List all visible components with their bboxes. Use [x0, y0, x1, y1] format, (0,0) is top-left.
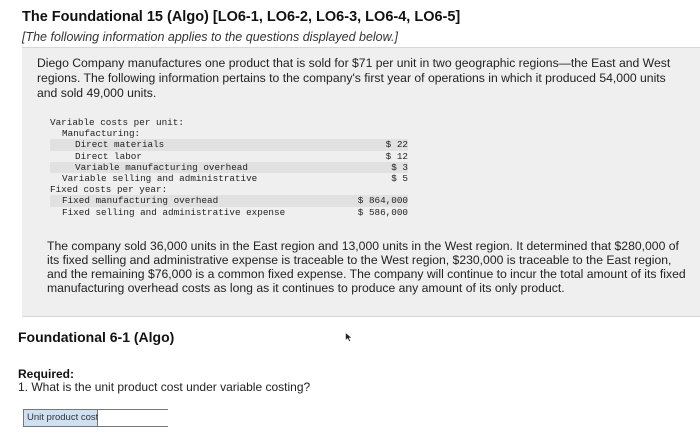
page-title: The Foundational 15 (Algo) [LO6-1, LO6-2, LO6-3, LO6-4, LO6-5] — [22, 9, 461, 25]
answer-label: Unit product cost — [24, 410, 98, 426]
cost-row-value: $ 864,000 — [357, 195, 408, 207]
cost-row — [50, 139, 408, 150]
cost-row-label: Direct materials — [75, 139, 165, 151]
summary-paragraph: The company sold 36,000 units in the East region and 13,000 units in the West region. It determined that $280,000 of its fixed selling and administrative expense is traceable to the West region, $230,000 is traceable to the East region, and the remaining $76,000 is a common fixed expense. The company will continue to incur the total amount of its fixed manufacturing overhead costs as long as it continues to produce any amount of its only product. — [47, 239, 686, 295]
cost-row-value: $ 5 — [391, 172, 408, 184]
cost-row-label: Fixed costs per year: — [50, 184, 168, 196]
cost-row — [50, 162, 408, 173]
cost-row-label: Variable selling and administrative — [62, 172, 258, 184]
cost-row-value: $ 586,000 — [357, 206, 408, 218]
cost-row-label: Direct labor — [75, 150, 142, 162]
cost-row-value: $ 22 — [385, 139, 408, 151]
cost-row — [50, 207, 408, 218]
cost-row-label: Variable costs per unit: — [50, 117, 184, 128]
section-title: Foundational 6-1 (Algo) — [18, 329, 175, 345]
cost-row-label: Fixed selling and administrative expense — [62, 206, 286, 218]
info-panel — [22, 47, 700, 317]
required-label: Required: — [18, 367, 75, 381]
unit-product-cost-input[interactable] — [98, 410, 236, 426]
cost-row — [50, 195, 408, 206]
intro-paragraph: Diego Company manufactures one product that is sold for $71 per unit in two geographic regions—the East and West regions. The following information pertains to the company's first year of operations in which it produced 54,000 units and sold 49,000 units. — [37, 56, 671, 100]
question-text: 1. What is the unit product cost under variable costing? — [18, 380, 311, 394]
cost-row-label: Manufacturing: — [62, 128, 141, 140]
cost-row — [50, 117, 408, 128]
cost-row-label: Variable manufacturing overhead — [75, 161, 248, 173]
cost-row — [50, 128, 408, 139]
cost-table — [50, 117, 408, 218]
mouse-pointer-icon — [345, 332, 353, 342]
info-subtitle: [The following information applies to the questions displayed below.] — [22, 30, 398, 44]
answer-row — [23, 409, 168, 427]
cost-row — [50, 151, 408, 162]
cost-row — [50, 184, 408, 195]
cost-row-value: $ 3 — [391, 161, 408, 173]
cost-row-label: Fixed manufacturing overhead — [62, 195, 219, 207]
cost-row-value: $ 12 — [385, 150, 408, 162]
cost-row — [50, 173, 408, 184]
